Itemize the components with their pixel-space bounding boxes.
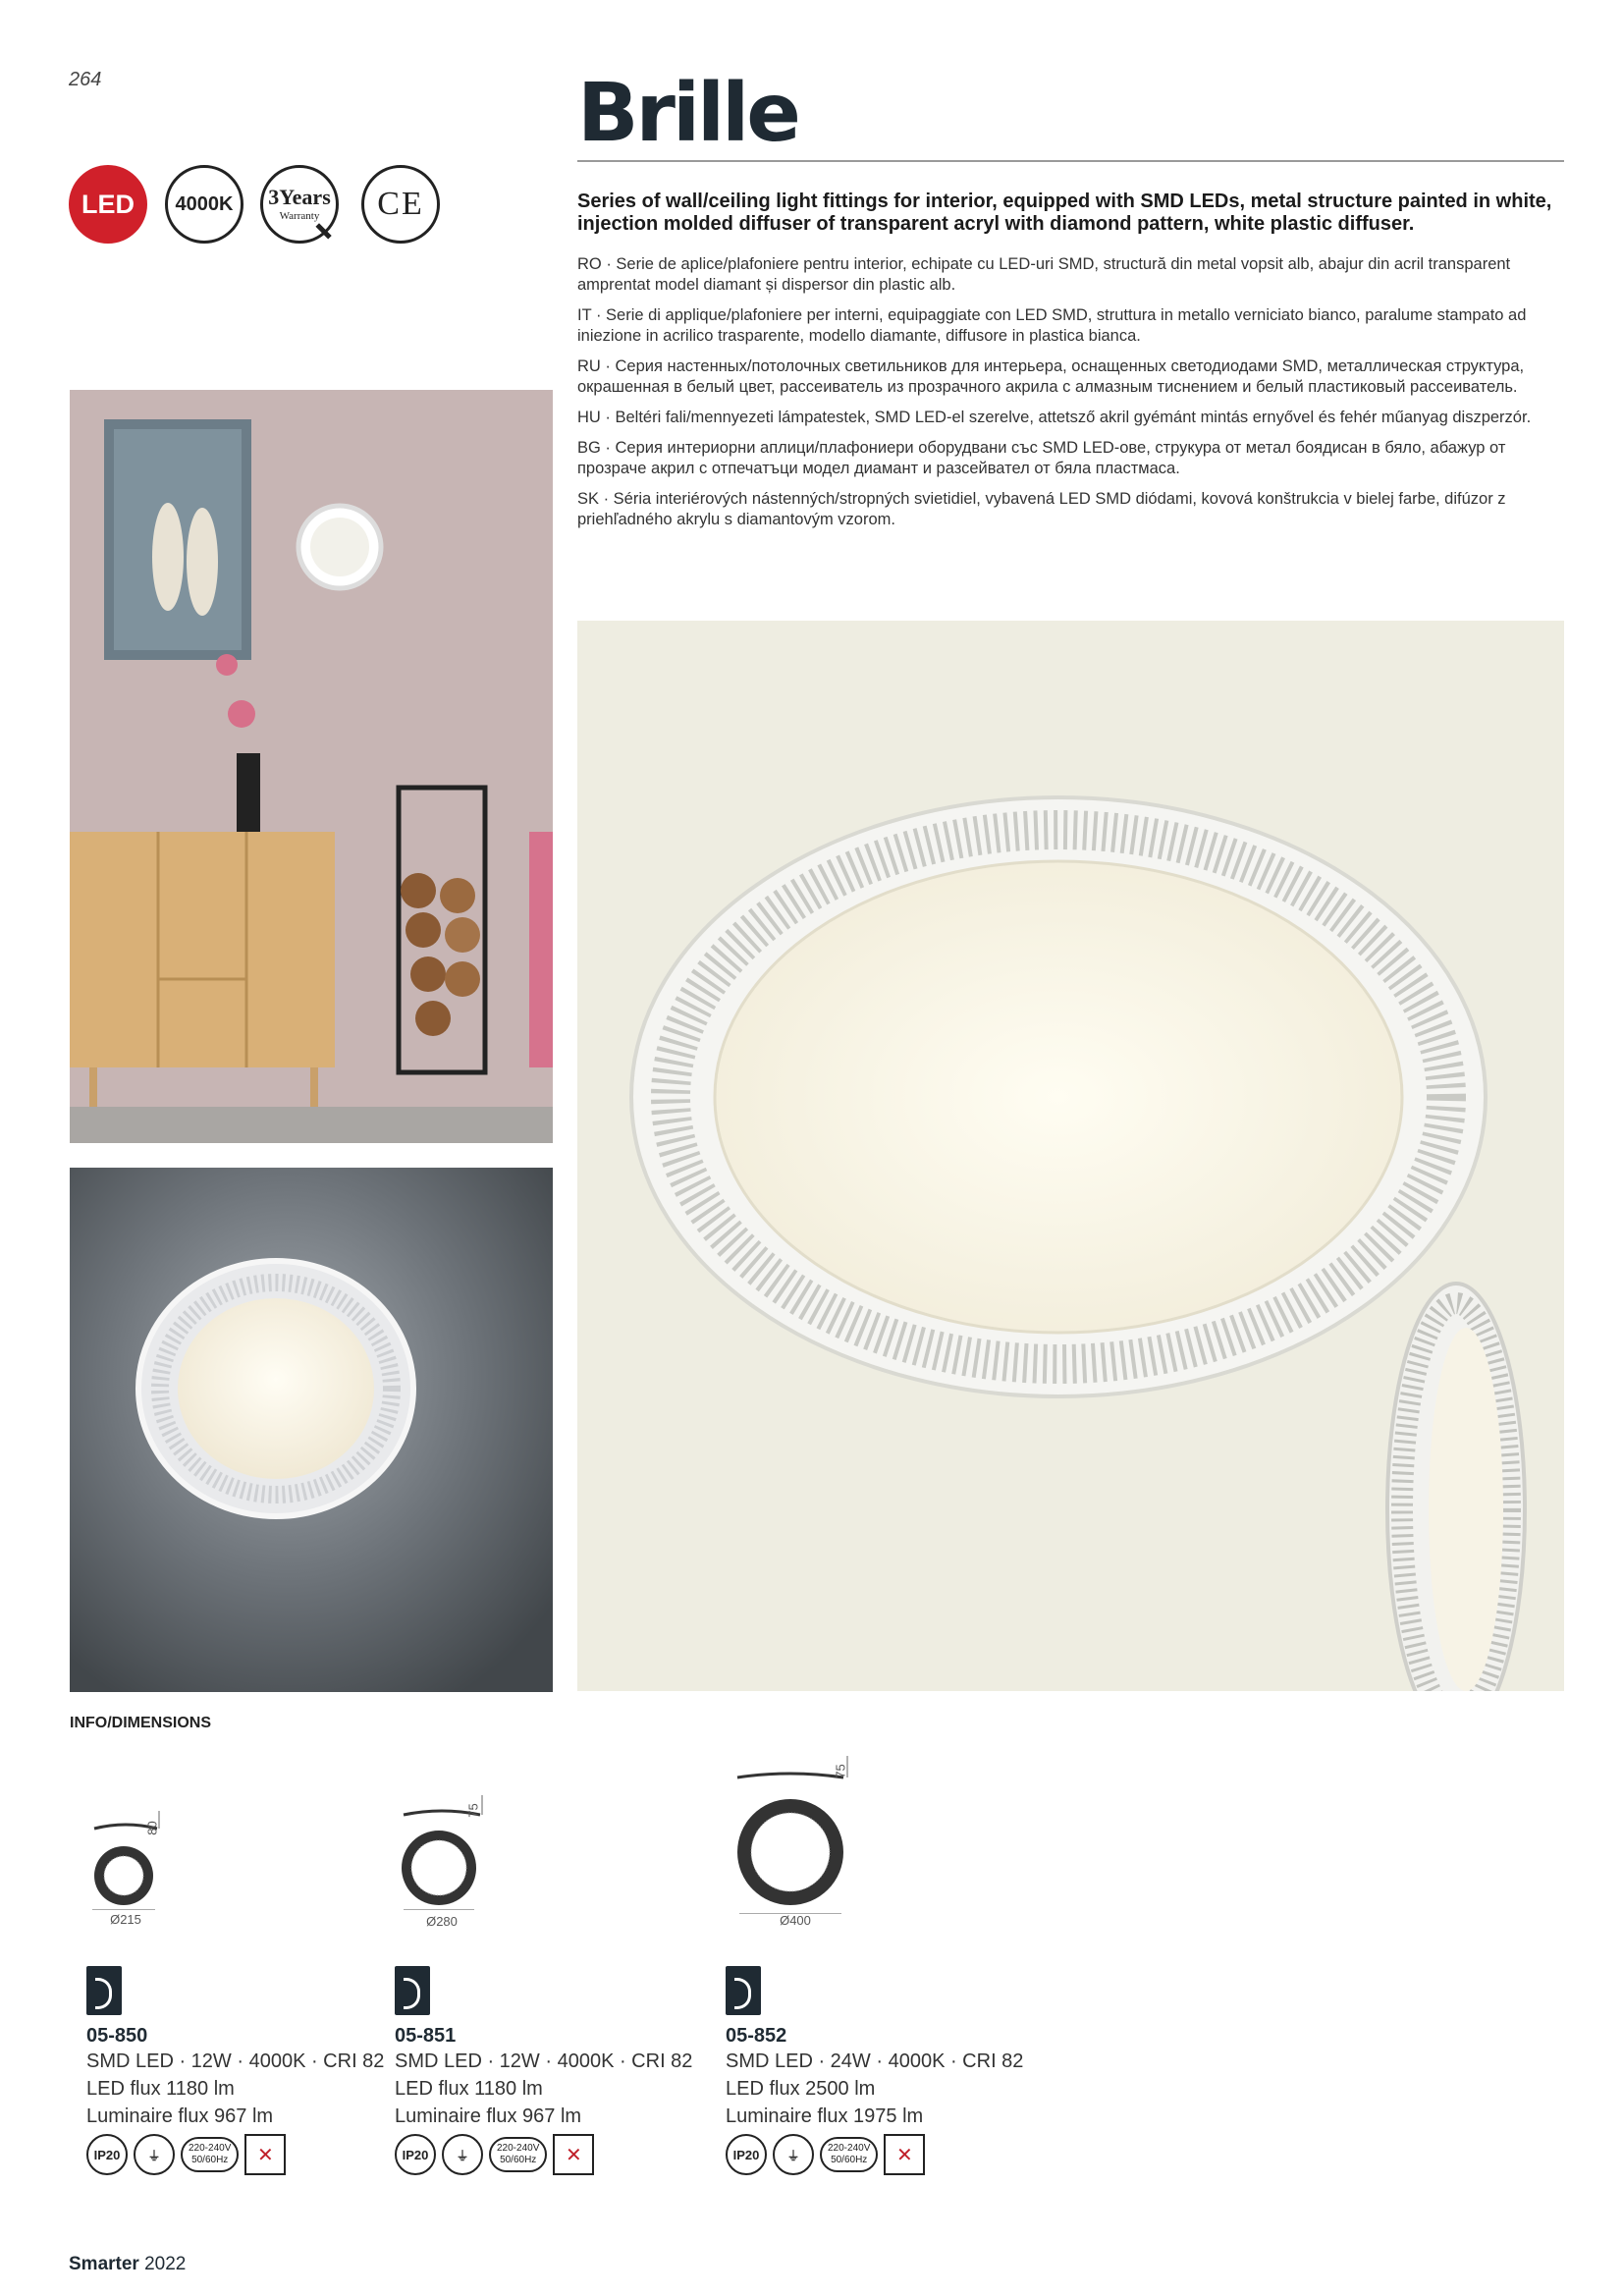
wall-ceiling-mount-icon bbox=[86, 1966, 122, 2015]
diameter-label: Ø400 bbox=[780, 1913, 811, 1928]
diameter-label: Ø280 bbox=[426, 1914, 458, 1929]
description-ro: RO · Serie de aplice/plafoniere pentru interior, echipate cu LED-uri SMD, structură din metal vopsit alb, abajur din acril transparent amprentat model diamant și dispersor din plastic alb. bbox=[577, 255, 1511, 294]
dimension-drawing-05-852 bbox=[731, 1750, 859, 1928]
product-icons bbox=[86, 2134, 401, 2175]
frequency: 50/60Hz bbox=[500, 2155, 537, 2165]
color-temp-badge: 4000K bbox=[165, 165, 243, 244]
voltage-badge bbox=[181, 2137, 239, 2172]
led-flux: LED flux 2500 lm bbox=[726, 2078, 876, 2100]
led-flux: LED flux 1180 lm bbox=[395, 2078, 543, 2100]
voltage: 220-240V bbox=[189, 2143, 232, 2154]
product-spec: SMD LED · 24W · 4000K · CRI 82 bbox=[726, 2050, 1024, 2072]
luminaire-flux: Luminaire flux 967 lm bbox=[395, 2105, 582, 2127]
dimension-drawing-05-850 bbox=[86, 1803, 165, 1927]
warranty-badge bbox=[260, 165, 339, 244]
ip-rating: IP20 bbox=[395, 2134, 436, 2175]
ip-rating: IP20 bbox=[86, 2134, 128, 2175]
info-dimensions-label: INFO/DIMENSIONS bbox=[70, 1715, 212, 1731]
luminaire-flux: Luminaire flux 1975 lm bbox=[726, 2105, 924, 2127]
product-05-850 bbox=[86, 1966, 401, 2175]
product-spec: SMD LED · 12W · 4000K · CRI 82 bbox=[395, 2050, 693, 2072]
description-bg: BG · Серия интериорни аплици/плафониери оборудвани със SMD LED-ове, струкура от метал боядисан в бяло, абажур от прозраче акрил с отпечатъци модел диамант и разсейвател от бяла пластмаса. bbox=[577, 439, 1506, 477]
wall-ceiling-mount-icon bbox=[395, 1966, 430, 2015]
product-05-852 bbox=[726, 1966, 1040, 2175]
no-dimmer-icon: ✕ bbox=[244, 2134, 286, 2175]
interior-room-photo bbox=[70, 390, 553, 1143]
product-icons bbox=[726, 2134, 1040, 2175]
product-icons bbox=[395, 2134, 709, 2175]
frequency: 50/60Hz bbox=[831, 2155, 868, 2165]
height-label: 80 bbox=[144, 1821, 160, 1835]
description-translations bbox=[577, 254, 1559, 540]
product-05-851 bbox=[395, 1966, 709, 2175]
description-it: IT · Serie di applique/plafoniere per interni, equipaggiate con LED SMD, struttura in metallo verniciato bianco, paralume stampato ad iniezione in acrilico trasparente, modello diamante, diffusore in plastica bianca. bbox=[577, 306, 1527, 345]
title-divider bbox=[577, 160, 1564, 162]
product-closeup-photo bbox=[577, 621, 1564, 1691]
warranty-years: 3Years bbox=[268, 185, 331, 209]
voltage-badge bbox=[489, 2137, 547, 2172]
footer bbox=[69, 2254, 186, 2275]
product-code: 05-851 bbox=[395, 2025, 457, 2047]
voltage: 220-240V bbox=[828, 2143, 871, 2154]
height-label: 75 bbox=[465, 1803, 481, 1818]
no-dimmer-icon: ✕ bbox=[553, 2134, 594, 2175]
product-code: 05-850 bbox=[86, 2025, 148, 2047]
no-dimmer-icon: ✕ bbox=[884, 2134, 925, 2175]
earth-class-icon: ⏚ bbox=[442, 2134, 483, 2175]
ce-mark-badge: CE bbox=[361, 165, 440, 244]
wall-ceiling-mount-icon bbox=[726, 1966, 761, 2015]
led-flux: LED flux 1180 lm bbox=[86, 2078, 235, 2100]
description-ru: RU · Серия настенных/потолочных светильников для интерьера, оснащенных светодиодами SMD, металлическая структура, окрашенная в белый цвет, рассеиватель из прозрачного акрила с алмазным тиснением и белый пластиковый рассеиватель. bbox=[577, 357, 1525, 396]
product-spec: SMD LED · 12W · 4000K · CRI 82 bbox=[86, 2050, 385, 2072]
warranty-word: Warranty bbox=[279, 210, 320, 222]
luminaire-flux: Luminaire flux 967 lm bbox=[86, 2105, 274, 2127]
product-code: 05-852 bbox=[726, 2025, 787, 2047]
ip-rating: IP20 bbox=[726, 2134, 767, 2175]
footer-brand: Smarter bbox=[69, 2254, 139, 2274]
voltage-badge bbox=[820, 2137, 878, 2172]
diameter-label: Ø215 bbox=[110, 1912, 141, 1927]
warranty-q-tail-icon bbox=[306, 223, 331, 247]
voltage: 220-240V bbox=[497, 2143, 540, 2154]
description-en: Series of wall/ceiling light fittings for interior, equipped with SMD LEDs, metal structure painted in white, injection molded diffuser of transparent acryl with diamond pattern, white plastic diffuser. bbox=[577, 191, 1552, 235]
ceiling-mounted-photo bbox=[70, 1168, 553, 1692]
description-hu: HU · Beltéri fali/mennyezeti lámpatestek, SMD LED-el szerelve, attetsző akril gyémánt mintás ernyővel és fehér műanyag diszperzór. bbox=[577, 409, 1532, 426]
height-label: 75 bbox=[833, 1764, 848, 1778]
dimension-drawing-05-851 bbox=[398, 1785, 486, 1929]
description-sk: SK · Séria interiérových nástenných/stropných svietidiel, vybavená LED SMD diódami, kovová konštrukcia v bielej farbe, difúzor z priehľadného akrylu s diamantovým vzorom. bbox=[577, 490, 1506, 528]
page-title: Brille bbox=[577, 67, 798, 160]
frequency: 50/60Hz bbox=[191, 2155, 229, 2165]
earth-class-icon: ⏚ bbox=[134, 2134, 175, 2175]
earth-class-icon: ⏚ bbox=[773, 2134, 814, 2175]
led-badge: LED bbox=[69, 165, 147, 244]
footer-year: 2022 bbox=[144, 2254, 187, 2274]
page-number: 264 bbox=[69, 69, 102, 90]
